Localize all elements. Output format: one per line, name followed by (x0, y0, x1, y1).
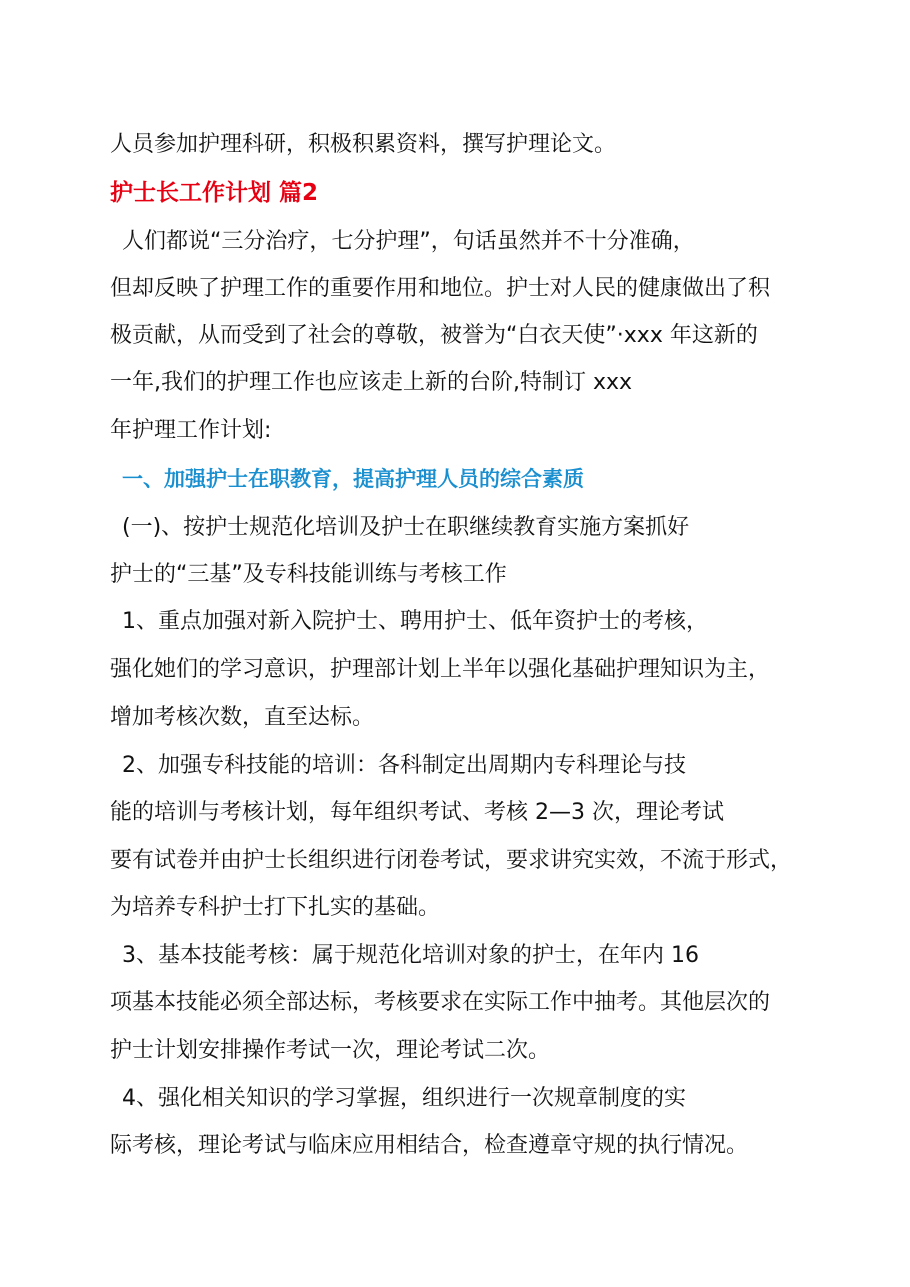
body-text-line: 项基本技能必须全部达标，考核要求在实际工作中抽考。其他层次的 (110, 990, 771, 1015)
body-text-line: 增加考核次数，直至达标。 (110, 705, 375, 730)
body-text-line: 强化她们的学习意识，护理部计划上半年以强化基础护理知识为主， (110, 657, 771, 682)
body-text-line: 护士计划安排操作考试一次，理论考试二次。 (110, 1038, 551, 1063)
body-text-line: 人们都说“三分治疗，七分护理”，句话虽然并不十分准确， (122, 229, 695, 254)
body-text-line: 能的培训与考核计划，每年组织考试、考核 2—3 次，理论考试 (110, 800, 724, 825)
body-text-line: 一年,我们的护理工作也应该走上新的台阶,特制订 xxx (110, 370, 633, 395)
body-text-line: 1、重点加强对新入院护士、聘用护士、低年资护士的考核， (122, 609, 708, 634)
body-text-line: 要有试卷并由护士长组织进行闭卷考试，要求讲究实效，不流于形式， (110, 848, 793, 873)
section-heading: 一、加强护士在职教育，提高护理人员的综合素质 (122, 467, 584, 491)
body-text-line: 极贡献，从而受到了社会的尊敬，被誉为“白衣天使”·xxx 年这新的 (110, 323, 758, 348)
body-text-line: 4、强化相关知识的学习掌握，组织进行一次规章制度的实 (122, 1086, 686, 1111)
body-text-line: 但却反映了护理工作的重要作用和地位。护士对人民的健康做出了积 (110, 276, 771, 301)
body-text-line: 护士的“三基”及专科技能训练与考核工作 (110, 562, 507, 587)
body-text-line: 年护理工作计划: (110, 418, 272, 443)
body-text-line: 3、基本技能考核：属于规范化培训对象的护士，在年内 16 (122, 943, 699, 968)
body-text-line: (一)、按护士规范化培训及护士在职继续教育实施方案抓好 (122, 515, 690, 540)
body-text-line: 人员参加护理科研，积极积累资料，撰写护理论文。 (110, 132, 617, 157)
article-title: 护士长工作计划 篇2 (110, 180, 319, 206)
body-text-line: 际考核，理论考试与临床应用相结合，检查遵章守规的执行情况。 (110, 1133, 749, 1158)
body-text-line: 2、加强专科技能的培训：各科制定出周期内专科理论与技 (122, 753, 686, 778)
body-text-line: 为培养专科护士打下扎实的基础。 (110, 895, 441, 920)
